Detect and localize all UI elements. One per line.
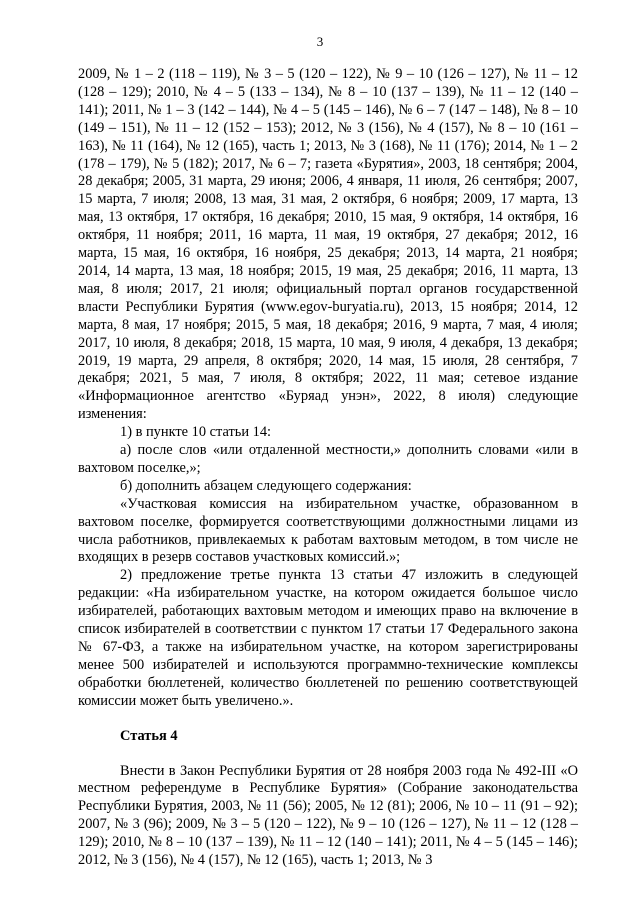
paragraph-sources-list: 2009, № 1 – 2 (118 – 119), № 3 – 5 (120 – 122), № 9 – 10 (126 – 127), № 11 – 12 (128 – 129); 2010, № 4 – 5 (133 – 134), № 8 – 10 (137 – 139), № 11 – 12 (140 – 141); 2011, № 1 – 3 (142 – 144), № 4 – 5 (145 – 146), № 6 – 7 (147 – 148), № 8 – 10 (149 – 151), № 11 – 12 (152 – 153); 2012, № 3 (156), № 4 (157), № 8 – 10 (161 – 163), № 11 (164), № 12 (165), часть 1; 2013, № 3 (168), № 11 (176); 2014, № 1 – 2 (178 – 179), № 5 (182); 2017, № 6 – 7; газета «Бурятия», 2003, 18 сентября; 2004, 28 декабря; 2005, 31 марта, 29 июня; 2006, 4 января, 11 июля, 26 сентября; 2007, 15 марта, 7 июля; 2008, 13 мая, 31 мая, 2 октября, 6 ноября; 2009, 17 марта, 13 мая, 13 октября, 17 октября, 16 декабря; 2010, 15 мая, 9 октября, 14 октября, 16 октября, 11 ноября; 2011, 16 марта, 11 мая, 19 октября, 27 декабря; 2012, 16 марта, 15 мая, 16 октября, 16 ноября, 25 декабря; 2013, 14 марта, 21 ноября; 2014, 14 марта, 13 мая, 18 ноября; 2015, 19 мая, 25 декабря; 2016, 11 марта, 13 мая, 8 июля; 2017, 21 июля; официальный портал органов государственной власти Республики Бурятия (www.egov-buryatia.ru), 2013, 15 ноября; 2014, 12 марта, 8 мая, 17 ноября; 2015, 5 мая, 18 декабря; 2016, 9 марта, 7 мая, 4 июля; 2017, 10 июля, 8 декабря; 2018, 15 марта, 10 мая, 9 июля, 4 декабря, 13 декабря; 2019, 19 марта, 29 апреля, 8 октября; 2020, 14 мая, 15 июля, 28 сентября, 7 декабря; 2021, 5 мая, 7 июля, 8 октября; 2022, 11 мая; сетевое издание «Информационное агентство «Буряад унэн», 2022, 8 июля) следующие изменения:	[78, 66, 578, 423]
page-number: 3	[316, 34, 324, 49]
paragraph-quoted-text: «Участковая комиссия на избирательном участке, образованном в вахтовом поселке, формируется соответствующими должностными лицами из числа работников, привлекаемых к работам вахтовым методом, в том числе не входящих в резерв составов участковых комиссий.»;	[78, 495, 578, 566]
paragraph-item-2: 2) предложение третье пункта 13 статьи 47 изложить в следующей редакции: «На избирательном участке, на котором ожидается большое число избирателей, работающих вахтовым методом и имеющих право на включение в список избирателей в соответствии с пунктом 17 статьи 17 Федерального закона № 67-ФЗ, а также на избирательном участке, на котором зарегистрированы менее 500 избирателей и используются программно-технические комплексы обработки бюллетеней, количество бюллетеней по решению соответствующей комиссии может быть увеличено.».	[78, 567, 578, 709]
article-heading: Статья 4	[120, 727, 178, 744]
paragraph-item-1a: а) после слов «или отдаленной местности,» дополнить словами «или в вахтовом поселке,»;	[78, 442, 578, 476]
paragraph-item-1: 1) в пункте 10 статьи 14:	[120, 424, 272, 441]
paragraph-item-1b: б) дополнить абзацем следующего содержания:	[120, 477, 412, 494]
paragraph-article-4: Внести в Закон Республики Бурятия от 28 ноября 2003 года № 492-III «О местном референдуме в Республике Бурятия» (Собрание законодательства Республики Бурятия, 2003, № 11 (56); 2005, № 12 (81); 2006, № 10 – 11 (91 – 92); 2007, № 3 (96); 2009, № 3 – 5 (120 – 122), № 9 – 10 (126 – 127), № 11 – 12 (128 – 129); 2010, № 8 – 10 (137 – 139), № 11 – 12 (140 – 141); 2011, № 4 – 5 (145 – 146); 2012, № 3 (156), № 4 (157), № 12 (165), часть 1; 2013, № 3	[78, 762, 578, 869]
document-body	[78, 66, 578, 870]
